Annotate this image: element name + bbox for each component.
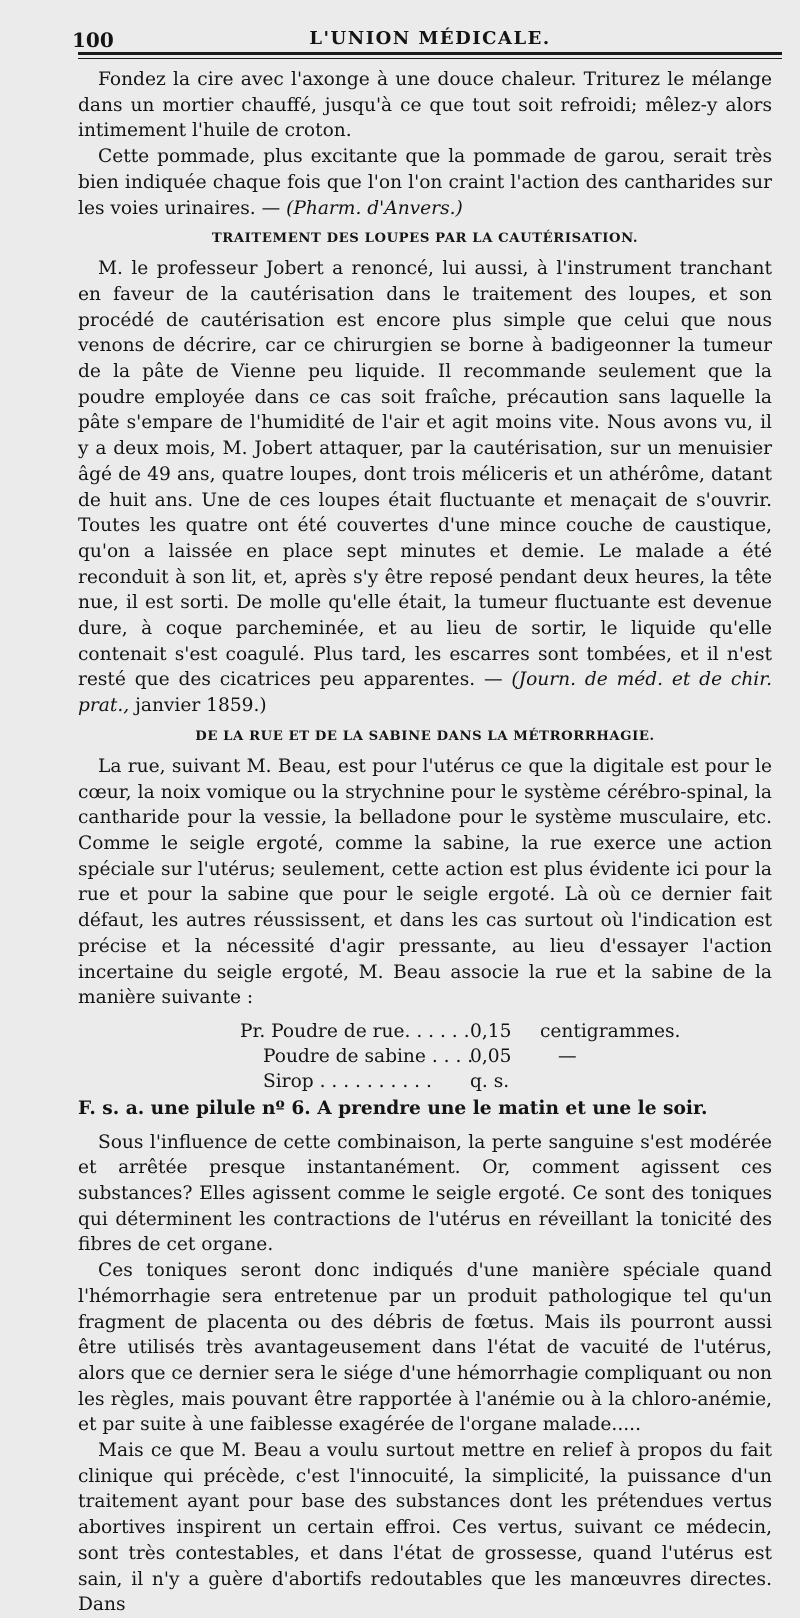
loupes-source: (Journ. de méd. et de chir. prat., (78, 669, 772, 717)
prescription-line (78, 1019, 772, 1044)
prescription-quantity: 0,15 (470, 1020, 512, 1042)
prescription-line (78, 1044, 772, 1069)
prescription-item: Sirop . . . . . . . . . . (263, 1070, 432, 1092)
prescription-line (78, 1069, 772, 1094)
prescription (78, 1019, 772, 1094)
page-number: 100 (72, 28, 114, 52)
running-title: L'UNION MÉDICALE. (309, 28, 551, 49)
formula-line: F. s. a. une pilule nº 6. A prendre une le matin et une le soir. (78, 1097, 708, 1119)
prescription-item: Pr. Poudre de rue. . . . . . (240, 1020, 470, 1042)
intro-source: (Pharm. d'Anvers.) (286, 197, 463, 219)
rue-paragraph-4: Mais ce que M. Beau a voulu surtout mettre en relief à propos du fait clinique qui précède, c'est l'innocuité, la simplicité, la puissance d'un traitement ayant pour base des substances dont les prétendues vertus abortives inspirent un certain effroi. Ces vertus, suivant ce médecin, sont très contestables, et dans l'état de grossesse, quand l'utérus est sain, il n'y a guère d'abortifs redoutables que les manœuvres directes. Dans (78, 1440, 772, 1616)
intro-paragraph-2-text: Cette pommade, plus excitante que la pommade de garou, serait très bien indiquée chaque fois que l'on l'on craint l'action des cantharides sur les voies urinaires. — (78, 146, 772, 219)
intro-paragraph-1: Fondez la cire avec l'axonge à une douce chaleur. Triturez le mélange dans un mortier chauffé, jusqu'à ce que tout soit refroidi; mêlez-y alors intimement l'huile de croton. (78, 69, 772, 142)
prescription-unit: centigrammes. (540, 1020, 681, 1042)
loupes-paragraph (78, 256, 772, 719)
intro-paragraph-2 (78, 144, 772, 221)
prescription-item: Poudre de sabine . . . . (263, 1045, 474, 1067)
section-title-rue-sabine: DE LA RUE ET DE LA SABINE DANS LA MÉTRORRHAGIE. (195, 728, 655, 744)
header-rule (78, 58, 782, 59)
rue-paragraph-3: Ces toniques seront donc indiqués d'une manière spéciale quand l'hémorrhagie sera entretenue par un produit pathologique tel qu'un fragment de placenta ou des débris de fœtus. Mais ils pourront aussi être utilisés très avantageusement dans l'état de vacuité de l'utérus, alors que ce dernier sera le siége d'une hémorrhagie compliquant ou non les règles, mais pouvant être rapportée à l'anémie ou à la chloro-anémie, et par suite à une faiblesse exagérée de l'organe malade..... (78, 1260, 772, 1436)
section-title-loupes: TRAITEMENT DES LOUPES PAR LA CAUTÉRISATION. (211, 231, 639, 247)
rue-paragraph-1: La rue, suivant M. Beau, est pour l'utérus ce que la digitale est pour le cœur, la noix vomique ou la strychnine pour le système cérébro-spinal, la cantharide pour la vessie, la belladone pour le système musculaire, etc. Comme le seigle ergoté, comme la sabine, la rue exerce une action spéciale sur l'utérus; seulement, cette action est plus évidente ici pour la rue et pour la sabine que pour le seigle ergoté. Là où ce dernier fait défaut, les autres réussissent, et dans les cas surtout où l'indication est précise et la nécessité d'agir pressante, au lieu d'essayer l'action incertaine du seigle ergoté, M. Beau associe la rue et la sabine de la manière suivante : (78, 755, 772, 1009)
prescription-quantity: q. s. (470, 1070, 510, 1092)
page-header (72, 18, 782, 55)
loupes-paragraph-text: M. le professeur Jobert a renoncé, lui aussi, à l'instrument tranchant en faveur de la cautérisation dans le traitement des loupes, et son procédé de cautérisation est encore plus simple que celui que nous venons de décrire, car ce chirurgien se borne à badigeonner la tumeur de la pâte de Vienne peu liquide. Il recommande seulement que la poudre employée dans ce cas soit fraîche, précaution sans laquelle la pâte s'empare de l'humidité de l'air et agit moins vite. Nous avons vu, il y a deux mois, M. Jobert attaquer, par la cautérisation, sur un menuisier âgé de 49 ans, quatre loupes, dont trois méliceris et un athérôme, datant de huit ans. Une de ces loupes était fluctuante et menaçait de s'ouvrir. Toutes les quatre ont été couvertes d'une mince couche de caustique, qu'on a laissée en place sept minutes et demie. Le malade a été reconduit à son lit, et, après s'y être reposé pendant deux heures, la tête nue, il est sorti. De molle qu'elle était, la tumeur fluctuante est devenue dure, à coque parcheminée, et au lieu de sortir, le liquide qu'elle contenait s'est coagulé. Plus tard, les escarres sont tombées, et il n'est resté que des cicatrices peu apparentes. — (78, 258, 772, 691)
loupes-source-end: janvier 1859.) (135, 695, 267, 717)
rue-paragraph-2: Sous l'influence de cette combinaison, la perte sanguine s'est modérée et arrêtée presque instantanément. Or, comment agissent ces substances? Elles agissent comme le seigle ergoté. Ce sont des toniques qui déterminent les contractions de l'utérus en réveillant la tonicité des fibres de cet organe. (78, 1131, 772, 1256)
prescription-unit: — (558, 1045, 577, 1067)
prescription-quantity: 0,05 (470, 1045, 512, 1067)
